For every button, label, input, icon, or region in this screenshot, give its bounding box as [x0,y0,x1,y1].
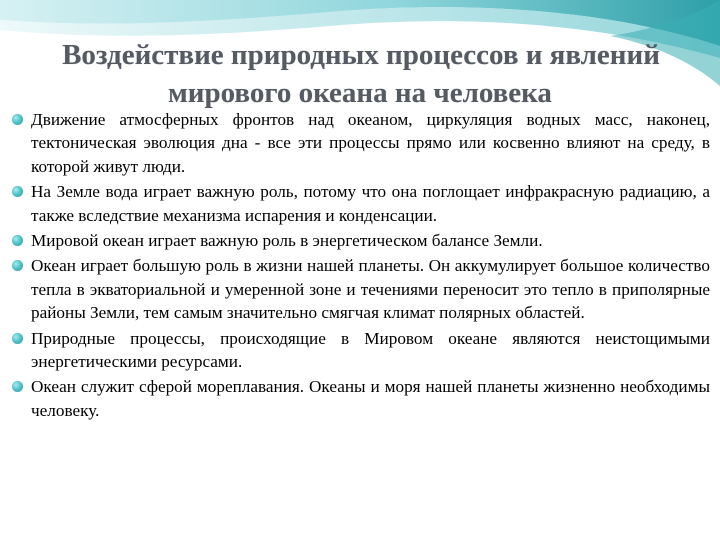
bullet-text: Океан играет большую роль в жизни нашей планеты. Он аккумулирует большое количество тепла в экваториальной и умеренной зоне и течениями переносит это тепло в приполярные районы Земли, тем самым значительно смягчая климат полярных областей. [31,256,710,323]
bullet-text: На Земле вода играет важную роль, потому что она поглощает инфракрасную радиацию, а также вследствие механизма испарения и конденсации. [31,182,710,225]
turquoise-circle-icon [12,333,23,344]
bullet-item [10,108,710,178]
bullet-text: Океан служит сферой мореплавания. Океаны и моря нашей планеты жизненно необходимы человеку. [31,377,710,420]
bullet-text: Природные процессы, происходящие в Мировом океане являются неистощимыми энергетическими ресурсами. [31,328,710,372]
bullet-text: Мировой океан играет важную роль в энергетическом балансе Земли. [31,231,543,251]
turquoise-circle-icon [12,114,23,125]
bullet-item [10,229,710,252]
turquoise-circle-icon [12,235,23,246]
bullet-item [10,375,710,422]
slide-title-line1: Воздействие природных процессов и явлений [62,39,660,71]
turquoise-circle-icon [12,186,23,197]
bullet-item [10,180,710,227]
turquoise-circle-icon [12,260,23,271]
bullet-list [10,108,710,424]
turquoise-circle-icon [12,381,23,392]
bullet-item [10,254,710,324]
slide-title-line2: мирового океана на человека [168,77,552,109]
bullet-text: Движение атмосферных фронтов над океаном, циркуляция водных масс, наконец, тектоническая эволюция дна - все эти процессы прямо или косвенно влияют на среду, в которой живут люди. [31,110,710,176]
bullet-item [10,327,710,374]
slide-title [0,36,720,112]
